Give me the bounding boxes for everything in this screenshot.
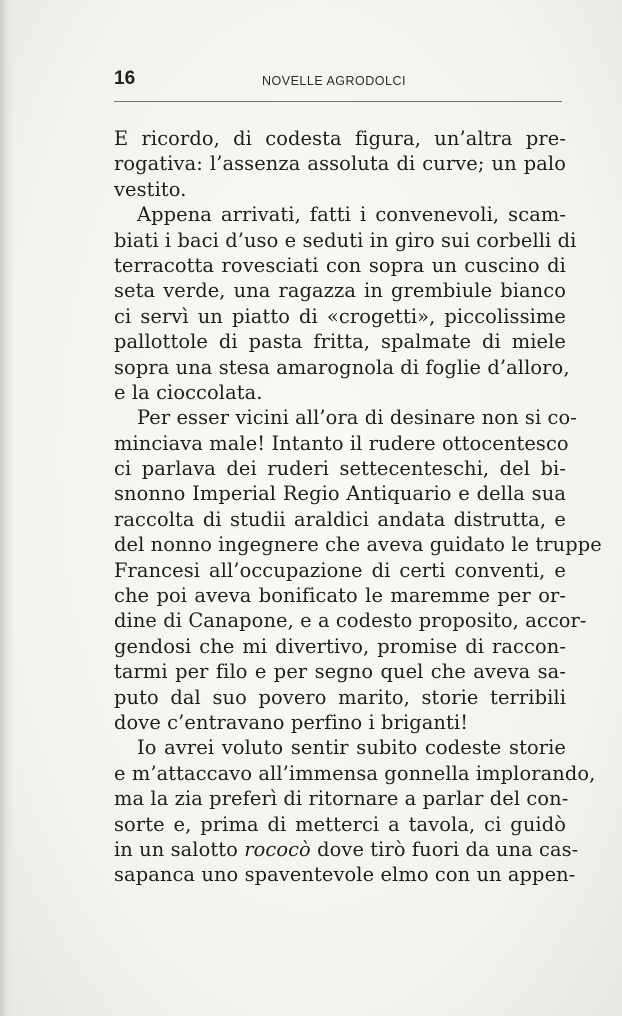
italic-word: rococò [244,837,311,861]
text-line: biati i baci d’uso e seduti in giro sui corbelli di [114,228,577,252]
text-line: e la cioccolata. [114,380,263,404]
text-line: Per esser vicini all’ora di desinare non si co- [137,406,577,430]
page-gutter-shadow [0,0,14,1016]
running-head: NOVELLE AGRODOLCI [262,74,406,88]
header-rule [114,101,562,102]
text-line: ci parlava dei ruderi settecenteschi, del bi- [114,457,566,481]
text-line: Francesi all’occupazione di certi conventi, e [114,558,566,582]
body-text [114,126,602,888]
text-line: e m’attaccavo all’immensa gonnella implorando, [114,761,596,785]
text-segment: in un salotto [114,837,245,861]
text-line: snonno Imperial Regio Antiquario e della sua [114,482,566,506]
text-line: puto dal suo povero marito, storie terribili [114,685,566,709]
page-header [114,64,564,94]
text-line: tarmi per filo e per segno quel che aveva sa- [114,660,566,684]
text-line: sapanca uno spaventevole elmo con un appen- [114,863,576,887]
text-line: pallottole di pasta fritta, spalmate di miele [114,330,566,354]
text-line: rogativa: l’assenza assoluta di curve; un palo [114,152,566,176]
text-line: del nonno ingegnere che aveva guidato le truppe [114,533,602,557]
text-line: E ricordo, di codesta figura, un’altra pre- [114,127,566,150]
text-line: raccolta di studii araldici andata distrutta, e [114,507,566,531]
text-segment: dove tirò fuori da una cas- [310,837,579,861]
text-line: dine di Canapone, e a codesto proposito, accor- [114,609,587,633]
text-line: Appena arrivati, fatti i convenevoli, scam- [137,203,566,227]
text-line: ci servì un piatto di «crogetti», piccolissime [114,304,566,328]
text-line: terracotta rovesciati con sopra un cuscino di [114,253,566,277]
text-line: seta verde, una ragazza in grembiule bianco [114,279,566,303]
text-line: sorte e, prima di metterci a tavola, ci guidò [114,812,566,836]
text-line: vestito. [114,177,187,201]
text-line: minciava male! Intanto il rudere ottocentesco [114,431,569,455]
text-line [114,837,579,862]
text-line: dove c’entravano perfino i briganti! [114,710,469,734]
text-line: che poi aveva bonificato le maremme per or- [114,584,566,608]
text-line: Io avrei voluto sentir subito codeste storie [137,736,566,760]
text-line: ma la zia preferì di ritornare a parlar del con- [114,787,569,811]
text-line: gendosi che mi divertivo, promise di raccon- [114,634,566,658]
text-line: sopra una stesa amarognola di foglie d’alloro, [114,355,570,379]
page-number: 16 [114,68,136,89]
